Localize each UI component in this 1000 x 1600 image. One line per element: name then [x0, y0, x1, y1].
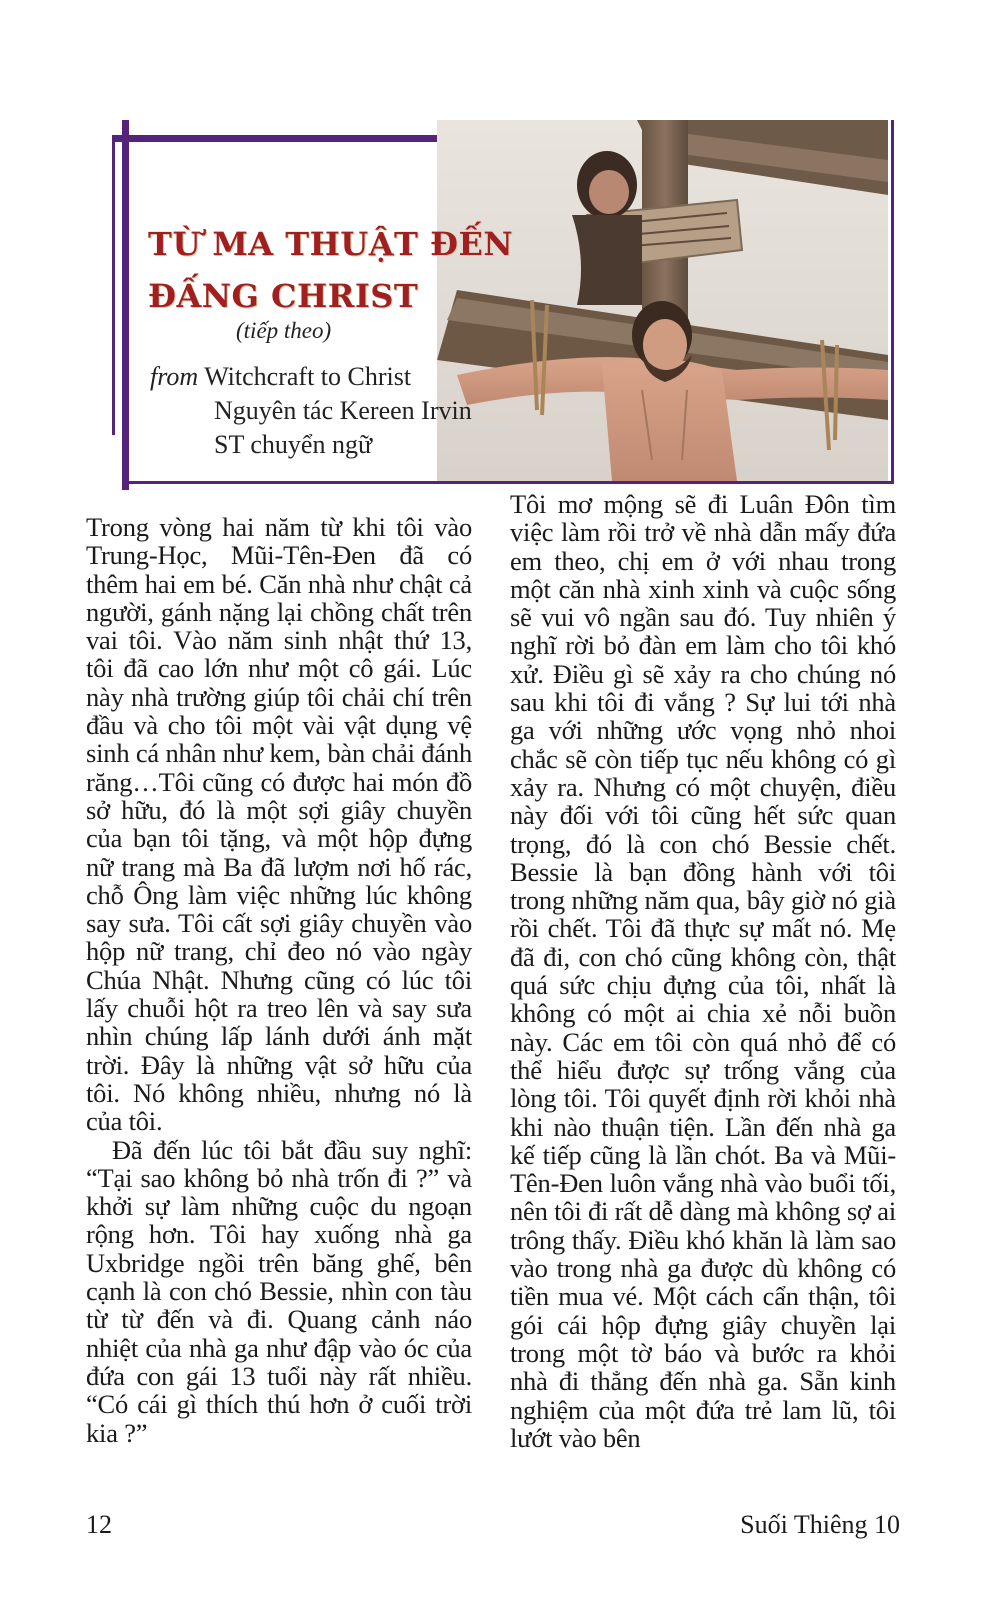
frame-bar-left-thin — [112, 135, 115, 435]
paragraph: Trong vòng hai năm từ khi tôi vào Trung-Học, Mũi-Tên-Đen đã có thêm hai em bé. Căn nhà như chật cả người, gánh nặng lại chồng chất trên vai tôi. Vào năm sinh nhật thứ 13, tôi đã cao lớn như một cô gái. Lúc này nhà trường giúp tôi chải chí trên đầu và cho tôi một vài vật dụng vệ sinh cá nhân như kem, bàn chải đánh răng…Tôi cũng có được hai món đồ sở hữu, đó là một sợi giây chuyền của bạn tôi tặng, và một hộp đựng nữ trang mà Ba đã lượm nơi hố rác, chỗ Ông làm việc những lúc không say sưa. Tôi cất sợi giây chuyền vào hộp nữ trang, chỉ đeo nó vào ngày Chúa Nhật. Nhưng cũng có lúc tôi lấy chuỗi hột ra treo lên và say sưa nhìn chúng lấp lánh dưới ánh mặt trời. Đây là những vật sở hữu của tôi. Nó không nhiều, nhưng nó là của tôi. — [86, 512, 472, 1137]
article-banner — [112, 120, 894, 490]
title-line-2: ĐẤNG CHRIST — [148, 277, 419, 315]
translator-line: ST chuyển ngữ — [214, 430, 373, 459]
frame-bar-bottom — [122, 481, 894, 484]
text-column-left — [86, 513, 472, 1447]
paragraph: Tôi mơ mộng sẽ đi Luân Đôn tìm việc làm rồi trở về nhà dẫn mấy đứa em theo, chị em ở với nhau trong một căn nhà xinh xinh và cuộc sống sẽ vui vô ngần sau đó. Tuy nhiên ý nghĩ rời bỏ đàn em làm cho tôi khó xử. Điều gì sẽ xảy ra cho chúng nó sau khi tôi đi vắng ? Sự lui tới nhà ga với những ước vọng nhỏ nhoi chắc sẽ còn tiếp tục nếu không có gì xảy ra. Nhưng có một chuyện, điều này đối với tôi cũng hết sức quan trọng, đó là con chó Bessie chết. Bessie là bạn đồng hành với tôi trong những năm qua, bây giờ nó già rồi chết. Tôi đã thực sự mất nó. Mẹ đã đi, con chó cũng không còn, thật quá sức chịu đựng của tôi, nhất là không có một ai chia xẻ nỗi buồn này. Các em tôi còn quá nhỏ để có thể hiểu được sự trống vắng của lòng tôi. Tôi quyết định rời khỏi nhà khi nào thuận tiện. Lần đến nhà ga kế tiếp cũng là lần chót. Ba và Mũi-Tên-Đen luôn vắng nhà vào buổi tối, nên tôi đi rất dễ dàng mà không sợ ai trông thấy. Điều khó khăn là làm sao vào trong nhà ga được dù không có tiền mua vé. Một cách cẩn thận, tôi gói cái hộp đựng giây chuyền lại trong một tờ báo và bước ra khỏi nhà đi thẳng đến nhà ga. Sẵn kinh nghiệm của một đứa trẻ lam lũ, tôi lướt vào bên — [510, 489, 896, 1453]
article-subtitle: (tiếp theo) — [236, 318, 332, 343]
from-word: from — [150, 362, 199, 391]
magazine-name: Suối Thiêng 10 — [740, 1510, 900, 1539]
byline — [150, 360, 472, 462]
frame-bar-left — [122, 120, 129, 490]
page-number: 12 — [86, 1510, 112, 1539]
article-title — [148, 218, 528, 322]
original-title: Witchcraft to Christ — [204, 362, 412, 391]
paragraph: Đã đến lúc tôi bắt đầu suy nghĩ: “Tại sao không bỏ nhà trốn đi ?” và khởi sự làm những cuộc du ngoạn rộng hơn. Tôi hay xuống nhà ga Uxbridge ngồi trên băng ghế, bên cạnh là con chó Bessie, nhìn con tàu từ từ đến và đi. Quang cảnh náo nhiệt của nhà ga như đập vào óc của đứa con gái 13 tuổi này rất nhiều. “Có cái gì thích thú hơn ở cuối trời kia ?” — [86, 1134, 472, 1448]
frame-bar-right — [891, 120, 894, 484]
title-line-1: TỪ MA THUẬT ĐẾN — [148, 225, 514, 263]
source-line — [150, 360, 472, 394]
author-line: Nguyên tác Kereen Irvin — [214, 396, 472, 425]
text-column-right — [510, 490, 896, 1452]
